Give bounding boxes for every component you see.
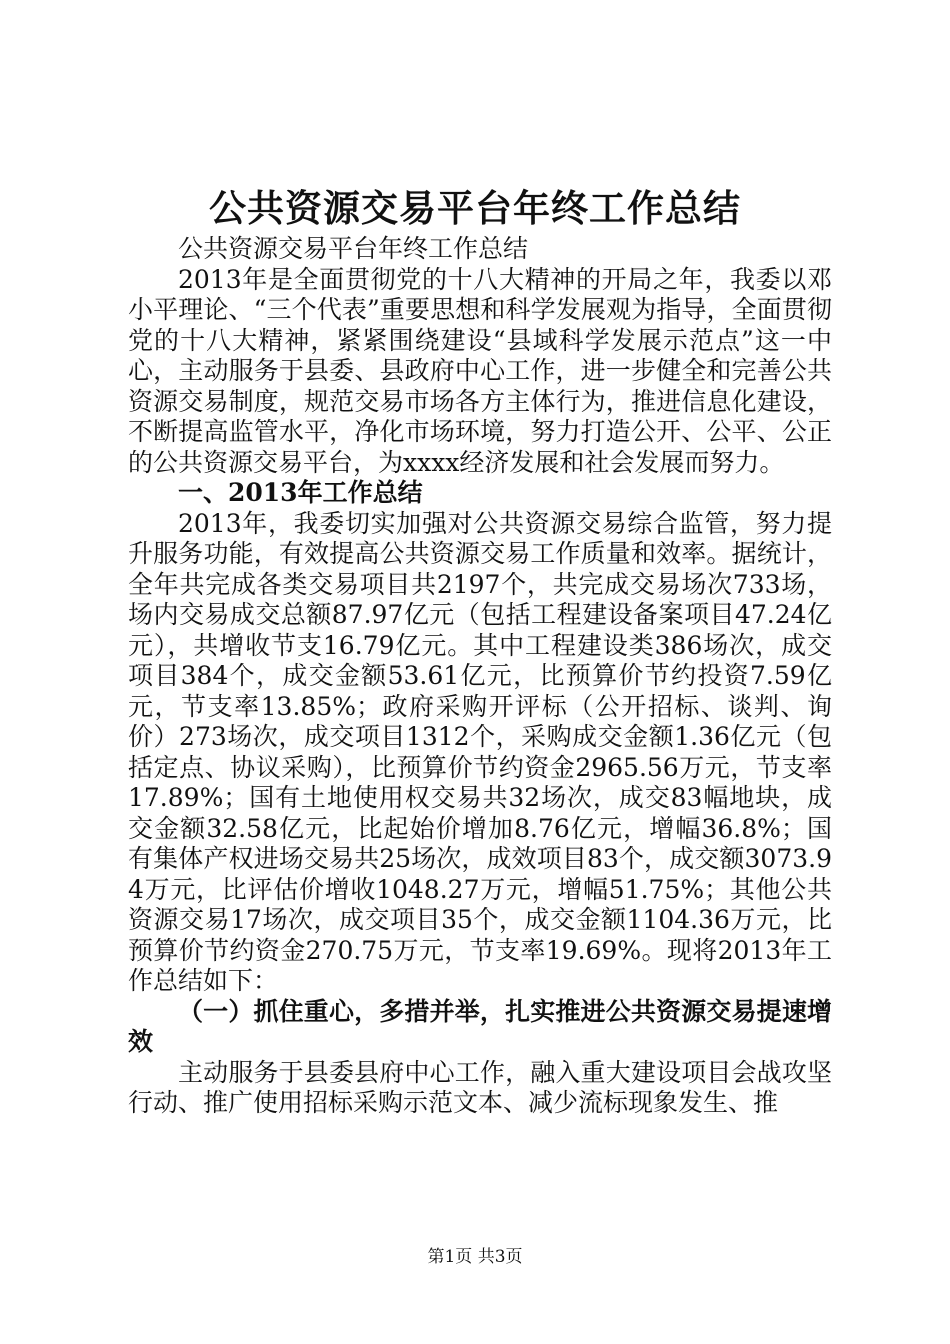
section-heading-1: 一、2013年工作总结 [178, 478, 423, 507]
subsection-heading-1: （一）抓住重心，多措并举，扎实推进公共资源交易提速增效 [128, 996, 832, 1056]
paragraph-subtitle: 公共资源交易平台年终工作总结 [178, 234, 529, 263]
document-body [128, 234, 832, 1119]
paragraph-statistics: 2013年，我委切实加强对公共资源交易综合监管，努力提升服务功能，有效提高公共资源交易工作质量和效率。据统计，全年共完成各类交易项目共2197个，共完成交易场次733场，场内交易成交总额87.97亿元（包括工程建设备案项目47.24亿元），共增收节支16.79亿元。其中工程建设类386场次，成交项目384个，成交金额53.61亿元，比预算价节约投资7.59亿元，节支率13.85%；政府采购开评标（公开招标、谈判、询价）273场次，成交项目1312个，采购成交金额1.36亿元（包括定点、协议采购），比预算价节约资金2965.56万元，节支率17.89%；国有土地使用权交易共32场次，成交83幅地块，成交金额32.58亿元，比起始价增加8.76亿元，增幅36.8%；国有集体产权进场交易共25场次，成效项目83个，成交额3073.94万元，比评估价增收1048.27万元，增幅51.75%；其他公共资源交易17场次，成交项目35个，成交金额1104.36万元，比预算价节约资金270.75万元，节支率19.69%。现将2013年工作总结如下： [128, 508, 832, 995]
paragraph-service: 主动服务于县委县府中心工作，融入重大建设项目会战攻坚行动、推广使用招标采购示范文本、减少流标现象发生、推 [128, 1057, 832, 1117]
paragraph-intro: 2013年是全面贯彻党的十八大精神的开局之年，我委以邓小平理论、“三个代表”重要思想和科学发展观为指导，全面贯彻党的十八大精神，紧紧围绕建设“县域科学发展示范点”这一中心，主动服务于县委、县政府中心工作，进一步健全和完善公共资源交易制度，规范交易市场各方主体行为，推进信息化建设，不断提高监管水平，净化市场环境，努力打造公开、公平、公正的公共资源交易平台，为xxxx经济发展和社会发展而努力。 [128, 264, 832, 477]
document-title: 公共资源交易平台年终工作总结 [209, 186, 741, 230]
page-footer: 第1页 共3页 [427, 1247, 523, 1267]
